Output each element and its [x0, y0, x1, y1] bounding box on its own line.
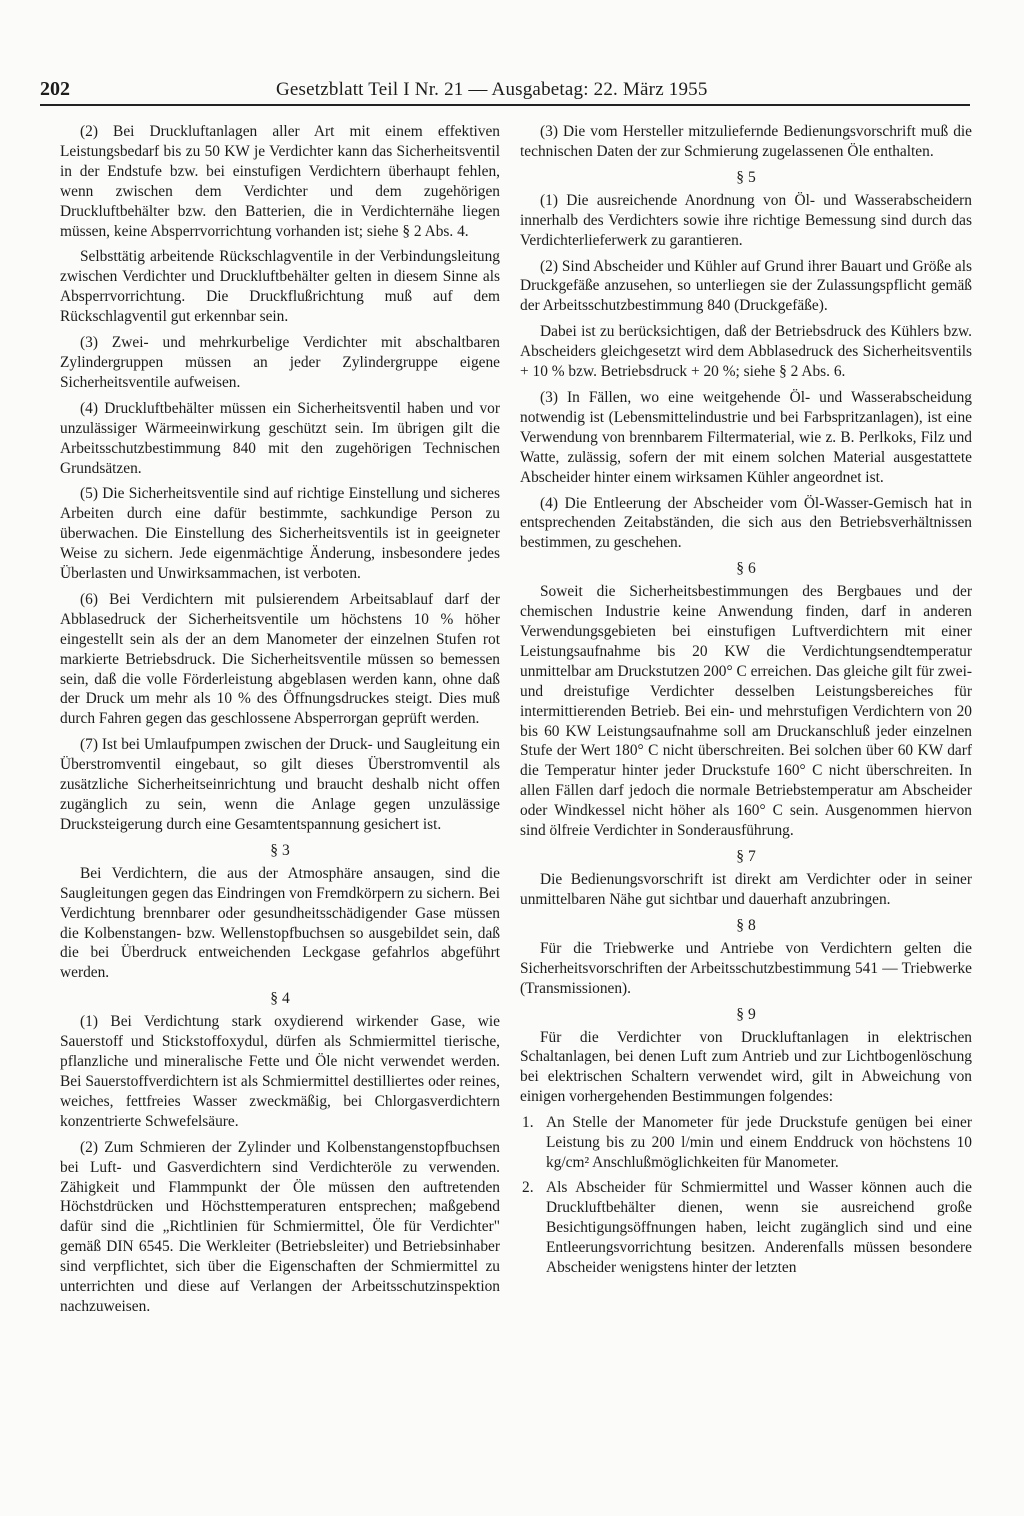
paragraph: Die Bedienungsvorschrift ist direkt am Verdichter oder in seiner unmittelbaren Nähe gut sichtbar und dauerhaft anzubringen.: [520, 871, 972, 908]
section-heading: § 4: [270, 990, 290, 1008]
running-title: Gesetzblatt Teil I Nr. 21 — Ausgabetag: 22. März 1955: [276, 79, 708, 100]
paragraph: (3) In Fällen, wo eine weitgehende Öl- und Wasserabscheidung notwendig ist (Lebensmittelindustrie und bei Farbspritzanlagen), ist eine Verwendung von brennbarem Filtermaterial, wie z. B. Perlkoks, Filz und Watte, zulässig, sofern der mit einem solchen Material ausgestattete Abscheider hinter einem wirksamen Kühler angeordnet ist.: [520, 388, 972, 486]
paragraph: (2) Bei Druckluftanlagen aller Art mit einem effektiven Leistungsbedarf bis zu 50 KW je Verdichter kann das Sicherheitsventil in der Endstufe bzw. bei einstufigen Verdichtern überhaupt fehlen, wenn zwischen dem Verdichter und dem zugehörigen Druckluftbehälter bzw. den Batterien, die in Verdichternähe liegen müssen, keine Absperrvorrichtung vorhanden ist; siehe § 2 Abs. 4.: [60, 123, 500, 240]
paragraph: (4) Die Entleerung der Abscheider vom Öl-Wasser-Gemisch hat in entsprechenden Zeitabständen, die sich aus den Betriebsverhältnissen bestimmen, zu geschehen.: [520, 494, 972, 552]
left-column: [60, 122, 500, 1323]
paragraph: (1) Die ausreichende Anordnung von Öl- und Wasserabscheidern innerhalb des Verdichters sowie ihre richtige Bemessung sind durch das Verdichterlieferwerk zu garantieren.: [520, 191, 972, 249]
list-item-number: 2.: [522, 1178, 534, 1196]
paragraph: (4) Druckluftbehälter müssen ein Sicherheitsventil haben und vor unzulässiger Wärmeeinwirkung geschützt sein. Im übrigen gilt die Arbeitsschutzbestimmung 840 mit den zugehörigen Technischen Grundsätzen.: [60, 399, 500, 477]
section-heading: § 3: [270, 841, 290, 859]
paragraph: (6) Bei Verdichtern mit pulsierendem Arbeitsablauf darf der Abblasedruck der Sicherheitsventile um höchstens 10 % höher eingestellt sein als der an dem Manometer der einzelnen Stufen rot markierte Betriebsdruck. Die Sicherheitsventile müssen so bemessen sein, daß die volle Förderleistung abgeblasen werden kann, ohne daß der Druck um mehr als 10 % des Öffnungsdruckes steigt. Dies muß durch Fahren gegen das geschlossene Absperrorgan geprüft werden.: [60, 590, 500, 728]
list-item-text: Als Abscheider für Schmiermittel und Wasser können auch die Druckluftbehälter dienen, wenn sie ausreichend große Besichtigungsöffnungen haben, leicht zugänglich sind und eine Entleerungsvorrichtung besitzen. Anderenfalls müssen besondere Abscheider wenigstens hinter der letzten: [546, 1178, 972, 1276]
paragraph: (2) Sind Abscheider und Kühler auf Grund ihrer Bauart und Größe als Druckgefäße anzusehen, so unterliegen sie der Zulassungspflicht gemäß der Arbeitsschutzbestimmung 840 (Druckgefäße).: [520, 257, 972, 315]
paragraph: Für die Triebwerke und Antriebe von Verdichtern gelten die Sicherheitsvorschriften der Arbeitsschutzbestimmung 541 — Triebwerke (Transmissionen).: [520, 939, 972, 997]
paragraph: (3) Die vom Hersteller mitzuliefernde Bedienungsvorschrift muß die technischen Daten der zur Schmierung zugelassenen Öle enthalten.: [520, 123, 972, 160]
page-number: 202: [40, 78, 70, 100]
list-item-text: An Stelle der Manometer für jede Druckstufe genügen bei einer Leistung bis zu 200 l/min und einem Enddruck von höchstens 10 kg/cm² Anschlußmöglichkeiten für Manometer.: [546, 1114, 972, 1171]
list-item-number: 1.: [522, 1114, 534, 1132]
section-heading: § 5: [736, 168, 756, 186]
paragraph: Dabei ist zu berücksichtigen, daß der Betriebsdruck des Kühlers bzw. Abscheiders gleichgesetzt wird dem Abblasedruck des Sicherheitsventils + 10 % bzw. Betriebsdruck + 20 %; siehe § 2 Abs. 6.: [520, 323, 972, 381]
section-heading: § 7: [736, 848, 756, 865]
numbered-list: [520, 1113, 972, 1277]
paragraph: Bei Verdichtern, die aus der Atmosphäre ansaugen, sind die Saugleitungen gegen das Eindringen von Fremdkörpern zu sichern. Bei Verdichtung brennbarer oder gesundheitsschädigender Gase müssen die Kolbenstangen- bzw. Wellenstopfbuchsen so ausgebildet sein, daß die bei Überdruck entweichenden Leckgase gefahrlos abgeführt werden.: [60, 864, 500, 982]
page-header: [40, 78, 970, 106]
paragraph: (7) Ist bei Umlaufpumpen zwischen der Druck- und Saugleitung ein Überstromventil eingebaut, so gilt dieses Überstromventil als zusätzliche Sicherheitseinrichtung und braucht deshalb nicht offen zugänglich zu sein, wenn die Anlage gegen unzulässige Drucksteigerung durch eine Gesamtentspannung gesichert ist.: [60, 736, 500, 833]
right-column: [520, 122, 972, 1282]
paragraph: Für die Verdichter von Druckluftanlagen in elektrischen Schaltanlagen, bei denen Luft zum Antrieb und zur Lichtbogenlöschung bei elektrischen Schaltern verwendet wird, gilt in Abweichung von einigen vorhergehenden Bestimmungen folgendes:: [520, 1028, 972, 1106]
paragraph: (5) Die Sicherheitsventile sind auf richtige Einstellung und sicheres Arbeiten durch eine dafür bestimmte, sachkundige Person zu überwachen. Die Einstellung des Sicherheitsventils ist in geeigneter Weise zu sichern. Jede eigenmächtige Änderung, insbesondere jedes Überlasten und Unwirksammachen, ist verboten.: [60, 485, 500, 583]
section-heading: § 8: [736, 916, 756, 934]
list-item: [520, 1113, 972, 1173]
paragraph: (2) Zum Schmieren der Zylinder und Kolbenstangenstopfbuchsen bei Luft- und Gasverdichtern sind Verdichteröle zu verwenden. Zähigkeit und Flammpunkt der Öle müssen den auftretenden Höchstdrücken und Höchsttemperaturen entsprechen; maßgebend dafür sind die „Richtlinien für Schmiermittel, Öle für Verdichter" gemäß DIN 6545. Die Werkleiter (Betriebsleiter) und Betriebsinhaber sind verpflichtet, sich über die Eigenschaften der Schmiermittel zu unterrichten und diese auf Verlangen der Arbeitsschutzinspektion nachzuweisen.: [60, 1138, 500, 1315]
section-heading: § 6: [736, 560, 756, 578]
paragraph: (3) Zwei- und mehrkurbelige Verdichter mit abschaltbaren Zylindergruppen müssen an jeder Zylindergruppe eigene Sicherheitsventile aufweisen.: [60, 334, 500, 391]
section-heading: § 9: [736, 1005, 756, 1023]
paragraph: Soweit die Sicherheitsbestimmungen des Bergbaues und der chemischen Industrie keine Anwendung finden, darf in anderen Verwendungsgebieten bei einstufigen Luftverdichtern mit einer Leistungsaufnahme bis 20 KW die Verdichtungsendtemperatur unmittelbar am Druckstutzen 200° C erreichen. Das gleiche gilt für zwei- und dreistufige Verdichter desselben Leistungsbereiches für intermittierenden Betrieb. Bei ein- und mehrstufigen Verdichtern von 20 bis 60 KW Leistungsaufnahme soll am Druckanschluß jeder einzelnen Stufe der Wert 180° C nicht überschreiten. Bei solchen über 60 KW darf die Temperatur hinter jeder Druckstufe 160° C nicht überschreiten. In allen Fällen darf jedoch die normale Betriebstemperatur am Abscheider oder Windkessel nicht höher als 160° C sein. Ausgenommen hiervon sind ölfreie Verdichter in Sonderausführung.: [520, 583, 972, 840]
list-item: [520, 1178, 972, 1278]
paragraph: Selbsttätig arbeitende Rückschlagventile in der Verbindungsleitung zwischen Verdichter und Druckluftbehälter gelten in diesem Sinne als Absperrvorrichtung. Die Druckflußrichtung muß auf dem Rückschlagventil gut erkennbar sein.: [60, 248, 500, 326]
paragraph: (1) Bei Verdichtung stark oxydierend wirkender Gase, wie Sauerstoff und Stickstoffoxydul, dürfen als Schmiermittel tierische, pflanzliche und mineralische Fette und Öle nicht verwendet werden. Bei Sauerstoffverdichtern ist als Schmiermittel destilliertes oder reines, weiches, fettfreies Wasser zweckmäßig, bei Chlorgasverdichtern konzentrierte Schwefelsäure.: [60, 1013, 500, 1130]
